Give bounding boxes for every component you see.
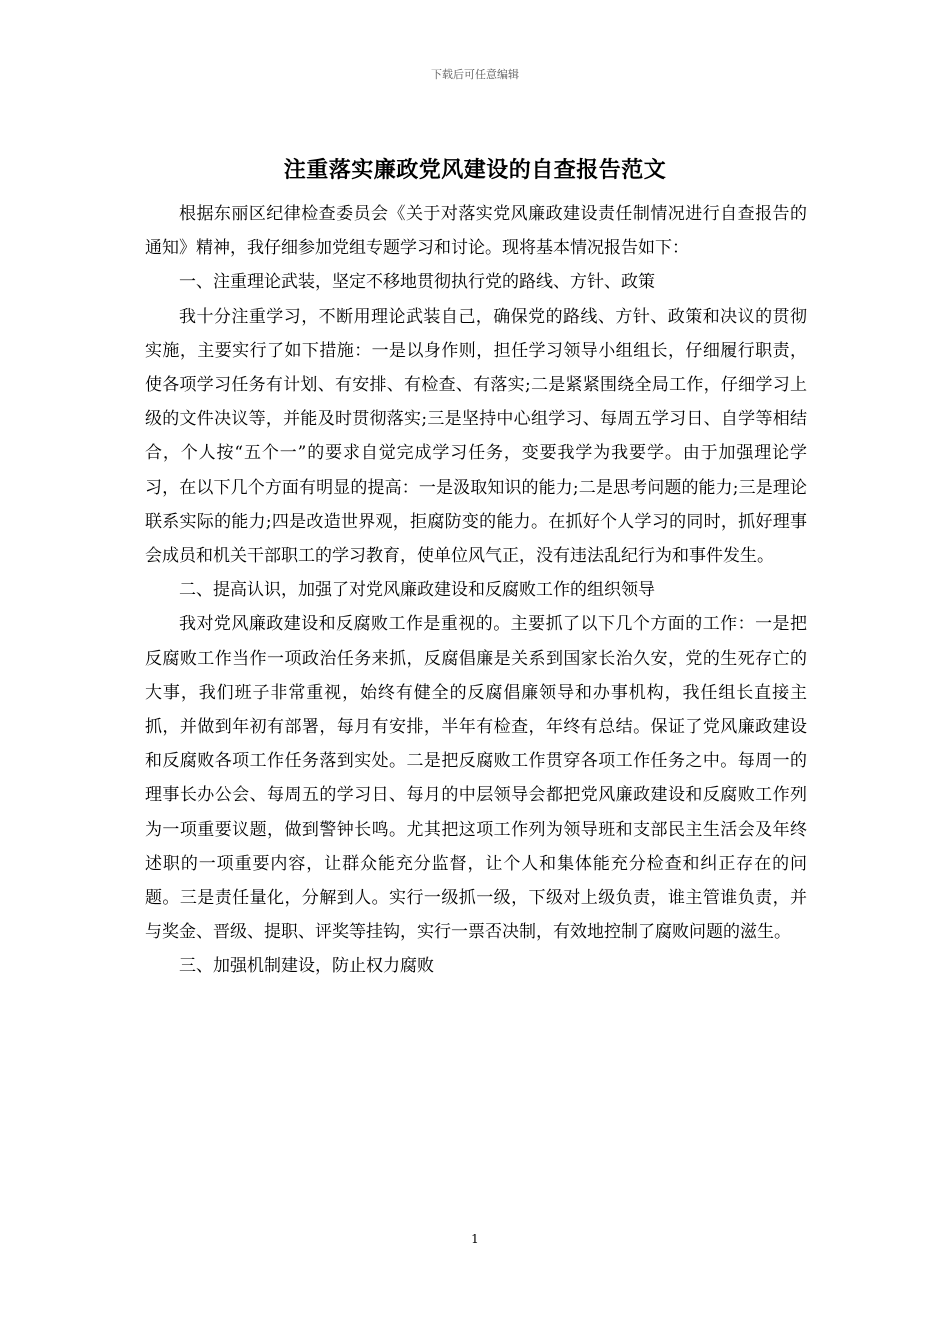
- intro-paragraph: 根据东丽区纪律检查委员会《关于对落实党风廉政建设责任制情况进行自查报告的通知》精神，我仔细参加党组专题学习和讨论。现将基本情况报告如下：: [145, 204, 807, 259]
- document-body: [145, 197, 807, 984]
- section-heading-1: 一、注重理论武装，坚定不移地贯彻执行党的路线、方针、政策: [179, 272, 655, 293]
- section-heading-2: 二、提高认识，加强了对党风廉政建设和反腐败工作的组织领导: [179, 580, 655, 601]
- section-heading-3: 三、加强机制建设，防止权力腐败: [179, 956, 434, 977]
- page-number: 1: [471, 1232, 479, 1246]
- document-title: 注重落实廉政党风建设的自查报告范文: [283, 157, 667, 183]
- header-note: 下载后可任意编辑: [431, 68, 519, 81]
- section-paragraph-1: 我十分注重学习，不断用理论武装自己，确保党的路线、方针、政策和决议的贯彻实施，主要实行了如下措施：一是以身作则，担任学习领导小组组长，仔细履行职责，使各项学习任务有计划、有安排、有检查、有落实;二是紧紧围绕全局工作，仔细学习上级的文件决议等，并能及时贯彻落实;三是坚持中心组学习、每周五学习日、自学等相结合，个人按“五个一”的要求自觉完成学习任务，变要我学为我要学。由于加强理论学习，在以下几个方面有明显的提高：一是汲取知识的能力;二是思考问题的能力;三是理论联系实际的能力;四是改造世界观，拒腐防变的能力。在抓好个人学习的同时，抓好理事会成员和机关干部职工的学习教育，使单位风气正，没有违法乱纪行为和事件发生。: [145, 306, 807, 567]
- section-paragraph-2: 我对党风廉政建设和反腐败工作是重视的。主要抓了以下几个方面的工作：一是把反腐败工作当作一项政治任务来抓，反腐倡廉是关系到国家长治久安，党的生死存亡的大事，我们班子非常重视，始终有健全的反腐倡廉领导和办事机构，我任组长直接主抓，并做到年初有部署，每月有安排，半年有检查，年终有总结。保证了党风廉政建设和反腐败各项工作任务落到实处。二是把反腐败工作贯穿各项工作任务之中。每周一的理事长办公会、每周五的学习日、每月的中层领导会都把党风廉政建设和反腐败工作列为一项重要议题，做到警钟长鸣。尤其把这项工作列为领导班和支部民主生活会及年终述职的一项重要内容，让群众能充分监督，让个人和集体能充分检查和纠正存在的问题。三是责任量化，分解到人。实行一级抓一级，下级对上级负责，谁主管谁负责，并与奖金、晋级、提职、评奖等挂钩，实行一票否决制，有效地控制了腐败问题的滋生。: [145, 614, 807, 943]
